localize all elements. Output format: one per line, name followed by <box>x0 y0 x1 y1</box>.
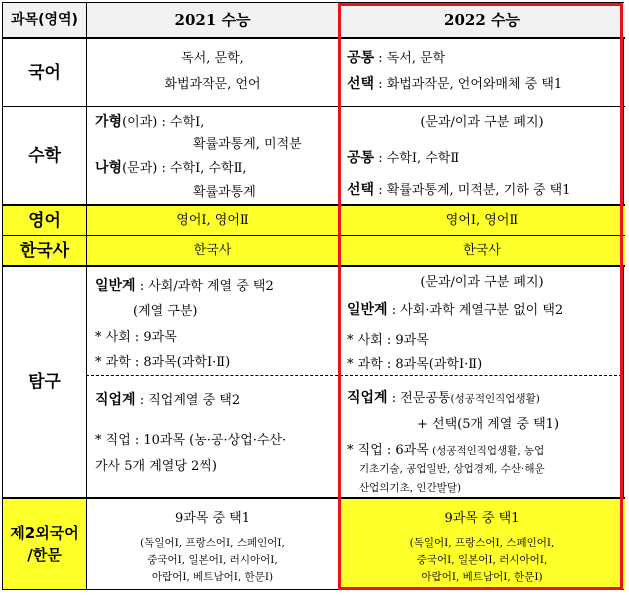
second-language-subject: 제2외국어 /한문 <box>3 499 87 589</box>
second-language-2021: 9과목 중 택1 (독일어Ⅰ, 프랑스어Ⅰ, 스페인어Ⅰ, 중국어Ⅰ, 일본어Ⅰ, 러시아어Ⅰ, 아랍어Ⅰ, 베트남어Ⅰ, 한문Ⅰ) <box>87 499 339 589</box>
inquiry-row <box>3 267 625 497</box>
korean-history-subject: 한국사 <box>3 236 87 265</box>
english-2022: 영어Ⅰ, 영어Ⅱ <box>445 213 519 228</box>
inquiry-2022: (문과/이과 구분 폐지) 일반계 : 사회·과학 계열구분 없이 택2 * 사회 : 9과목 * 과학 : 8과목(과학Ⅰ·Ⅱ) 직업계 : 전문공통(성공적인직업생활) + 선택(5개 계열 중 택1) * 직업 : 6과목 (성공적인직업생활, 농업 기초기술, 공업일반, 상업경제, 수산·해운 산업의기초, 인간발달) <box>347 275 564 494</box>
math-subject: 수학 <box>3 107 87 204</box>
inquiry-divider <box>86 375 622 376</box>
math-2022: (문과/이과 구분 폐지) 공통 : 수학Ⅰ, 수학Ⅱ 선택 : 확률과통계, 미적분, 기하 중 택1 <box>347 115 571 198</box>
comparison-table <box>2 2 624 590</box>
korean-history-2021: 한국사 <box>87 236 339 265</box>
header-2021: 2021 수능 <box>87 3 339 37</box>
english-subject: 영어 <box>3 206 87 235</box>
second-language-2022: 9과목 중 택1 (독일어Ⅰ, 프랑스어Ⅰ, 스페인어Ⅰ, 중국어Ⅰ, 일본어Ⅰ, 러시아어Ⅰ, 아랍어Ⅰ, 베트남어Ⅰ, 한문Ⅰ) <box>409 511 555 583</box>
english-row <box>3 206 625 235</box>
header-row <box>3 3 625 37</box>
math-2021: 가형(이과) : 수학Ⅰ, 확률과통계, 미적분 나형(문과) : 수학Ⅰ, 수학Ⅱ, 확률과통계 <box>87 107 339 204</box>
inquiry-subject: 탐구 <box>3 267 87 497</box>
inquiry-2021: 일반계 : 사회/과학 계열 중 택2 (계열 구분) * 사회 : 9과목 * 과학 : 8과목(과학Ⅰ·Ⅱ) 직업계 : 직업계열 중 택2 * 직업 : 10과목 (농·공·상업·수산· 가사 5개 계열당 2씩) <box>87 267 339 497</box>
english-2021: 영어Ⅰ, 영어Ⅱ <box>87 206 339 235</box>
header-2022: 2022 수능 <box>444 11 520 29</box>
math-row <box>3 107 625 204</box>
korean-row <box>3 39 625 106</box>
header-subject: 과목(영역) <box>3 3 87 37</box>
korean-history-row <box>3 236 625 265</box>
korean-history-2022: 한국사 <box>463 243 501 258</box>
korean-subject: 국어 <box>3 39 87 106</box>
second-language-row <box>3 499 625 589</box>
korean-2022: 공통 : 독서, 문학 선택 : 화법과작문, 언어와매체 중 택1 <box>347 50 563 92</box>
korean-2021: 독서, 문학, 화법과작문, 언어 <box>87 39 339 106</box>
